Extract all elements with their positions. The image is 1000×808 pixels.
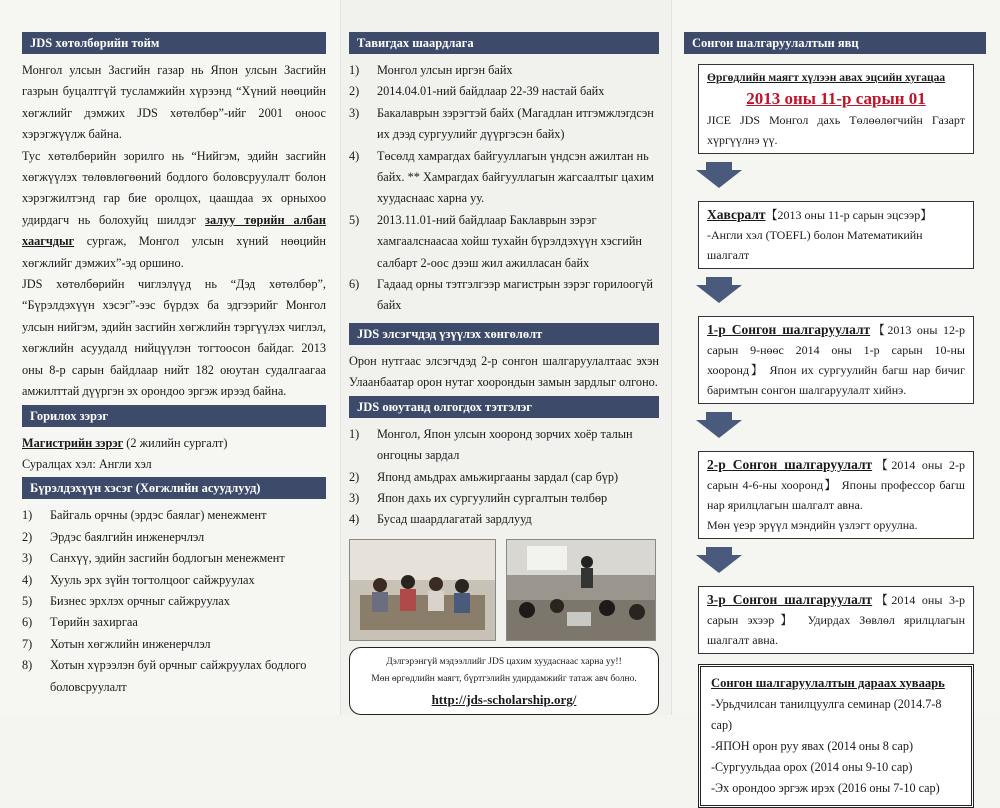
grant-item-text: Бусад шаардлагатай зардлууд — [377, 512, 532, 527]
step-attachments-title: Хавсралт — [707, 207, 766, 222]
requirement-item-number: 2) — [349, 84, 360, 99]
grant-item-number: 3) — [349, 490, 360, 505]
component-item-text: Төрийн захиргаа — [50, 615, 138, 630]
requirement-item-number: 4) — [349, 148, 360, 163]
step-deadline — [698, 64, 974, 154]
schedule-title: Сонгон шалгаруулалтын дараах хуваарь — [711, 676, 945, 690]
requirement-item-text: Бакалаврын зэрэгтэй байх (Магадлан итгэмжлэгдсэн их дээд сургуулийг дүүргэсэн байх) — [377, 105, 654, 142]
requirement-item-number: 6) — [349, 277, 360, 292]
section-header-cost: JDS элсэгчдэд үзүүлэх хөнгөлөлт — [349, 323, 659, 345]
website-link[interactable]: http://jds-scholarship.org/ — [431, 691, 577, 707]
component-item-text: Бизнес эрхлэх орчныг сайжруулах — [50, 593, 230, 608]
requirement-item-number: 1) — [349, 63, 360, 77]
section-header-flow: Сонгон шалгаруулалтын явц — [684, 32, 986, 54]
deadline-date: 2013 оны 11-р сарын 01 — [746, 89, 926, 108]
section-header-requirements: Тавигдах шаардлага — [349, 32, 659, 54]
down-arrow-icon — [696, 547, 742, 573]
down-arrow-icon — [696, 277, 742, 303]
component-item-text: Хотын хөгжлийн инженерчлэл — [50, 636, 211, 651]
classroom-photo-1 — [349, 539, 496, 641]
step-first-title: 1-р Сонгон шалгаруулалт — [707, 322, 871, 337]
step-second-text-b: Мөн үеэр эрүүл мэндийн үзлэгт оруулна. — [707, 518, 918, 532]
requirement-item-text: Гадаад орны тэтгэлгээр магистрын зэрэг горилоогүй байх — [377, 277, 654, 313]
component-item-number: 2) — [22, 529, 33, 544]
down-arrow-icon — [696, 162, 742, 188]
section-header-components: Бүрэлдэхүүн хэсэг (Хөгжлийн асуудлууд) — [22, 477, 326, 499]
component-item — [22, 655, 326, 698]
more-info-box — [349, 647, 659, 715]
step-second-text: 【2014 оны 2-р сарын 4-6-ны хооронд】 Японы профессор багш нар ярилцлагын шалгалт авна. — [707, 458, 966, 512]
down-arrow-icon — [696, 412, 742, 438]
component-item — [22, 634, 326, 655]
component-item — [22, 591, 326, 612]
component-item-text: Байгаль орчны (эрдэс баялаг) менежмент — [50, 508, 267, 523]
component-item — [22, 612, 326, 633]
step-third-title: 3-р Сонгон шалгаруулалт — [707, 592, 873, 607]
section-header-overview: JDS хөтөлбөрийн тойм — [22, 32, 326, 54]
component-item — [22, 527, 326, 548]
overview-p2-emphasis: залуу төрийн албан хаагчдыг — [22, 212, 326, 249]
grant-item-number: 2) — [349, 469, 360, 484]
requirements-list — [349, 60, 659, 317]
requirement-item — [349, 60, 659, 81]
step-second-selection — [698, 451, 974, 539]
middle-panel — [340, 0, 672, 715]
component-item-text: Хотын хүрээлэн буй орчныг сайжруулах бодлого боловсруулалт — [50, 658, 307, 694]
component-item — [22, 505, 326, 526]
grants-list — [349, 424, 659, 531]
left-panel — [0, 0, 340, 715]
step-second-title: 2-р Сонгон шалгаруулалт — [707, 457, 873, 472]
component-item — [22, 570, 326, 591]
component-item-number: 8) — [22, 658, 33, 673]
overview-p2-text-b: сургаж, Монгол улсын хүний нөөцийн хөгжлийг дэмжих”-эд оршино. — [22, 234, 326, 270]
grant-item — [349, 488, 659, 509]
component-item-text: Эрдэс баялгийн инженерчлэл — [50, 529, 205, 544]
cost-paragraph: Орон нутгаас элсэгчдэд 2-р сонгон шалгаруулалтаас эхэн Улаанбаатар орон нутаг хоорондын замын зардлыг олгоно. — [349, 353, 659, 390]
requirement-item-text: 2013.11.01-ний байдлаар Баклаврын зэрэг хамгаалснаасаа хойш тухайн бүрэлдэхүүн хэсгийн салбарт 2-оос дээш жил ажилласан байх — [377, 212, 642, 270]
section-header-grants: JDS оюутанд олгогдох тэтгэлэг — [349, 396, 659, 418]
step-attachments-date: 【2013 оны 11-р сарын эцсээр】 — [765, 208, 933, 222]
grant-item-number: 1) — [349, 426, 360, 441]
info-line-1: Дэлгэрэнгүй мэдээллийг JDS цахим хуудаснаас харна уу!! — [386, 656, 622, 667]
requirement-item — [349, 210, 659, 274]
overview-p2-text-a: Тус хөтөлбөрийн зорилго нь “Нийгэм, эдийн засгийн хөгжүүлэх төлөвлөгөөний бодлого боловсруулалт болон хэрэгжилтэнд гар бие оролцох, цаашдаа эх орныхоо удирдагч нь болохуйц шилдэг — [22, 148, 326, 227]
component-item-text: Санхүү, эдийн засгийн бодлогын менежмент — [50, 551, 285, 566]
component-item-number: 4) — [22, 572, 33, 587]
requirement-item-text: 2014.04.01-ний байдлаар 22-39 настай байх — [377, 84, 605, 99]
overview-paragraph-3: JDS хөтөлбөрийн чиглэлүүд нь “Дэд хөтөлбөр”, “Бүрэлдэхүүн хэсэг”-ээс бүрдэх ба эдгээрийг Монгол улсын нийгэм, эдийн засгийн хөгжлийн тэргүүлэх чиглэл, хөгжлийн асуудалд нийцүүлэн тогтоосон байдаг. 2013 оны 8-р сарын байдлаар нийт 182 оюутан судалгаагаа амжилттай дүүргэн эх орондоо эргэж ирээд байна. — [22, 277, 326, 399]
requirement-item-number: 5) — [349, 212, 360, 227]
degree-emphasis: Магистрийн зэрэг — [22, 435, 124, 450]
degree-line — [22, 433, 326, 454]
overview-paragraph-2 — [22, 146, 326, 274]
overview-paragraph-1: Монгол улсын Засгийн газар нь Япон улсын Засгийн газрын буцалтгүй тусламжийн хүрээнд “Хүний нөөцийн хөгжлийг дэмжих JDS хөтөлбөр”-ийг 2001 оноос хэрэгжүүлж байна. — [22, 63, 326, 142]
component-item-number: 1) — [22, 508, 33, 523]
language-line: Суралцах хэл: Англи хэл — [22, 456, 152, 471]
component-item-number: 3) — [22, 551, 33, 566]
component-item-number: 6) — [22, 615, 33, 630]
components-list — [22, 505, 326, 698]
requirement-item — [349, 146, 659, 210]
grant-item-number: 4) — [349, 512, 360, 527]
step-first-text: 【2013 оны 12-р сарын 9-нөөс 2014 оны 1-р сарын 10-ны хооронд】 Япон их сургуулийн багш нар бичиг баримтын сонгон шалгаруулалт хийнэ. — [707, 323, 966, 397]
grant-item-text: Монгол, Япон улсын хооронд зорчих хоёр талын онгоцны зардал — [377, 426, 633, 463]
requirement-item — [349, 274, 659, 317]
degree-rest: (2 жилийн сургалт) — [123, 435, 228, 450]
schedule-box — [698, 664, 974, 808]
deadline-text: JICE JDS Монгол дахь Төлөөлөгчийн Газарт хүргүүлнэ үү. — [707, 113, 965, 147]
section-header-degree: Горилох зэрэг — [22, 405, 326, 427]
step-attachments-text: -Англи хэл (TOEFL) болон Математикийн шалгалт — [707, 228, 923, 262]
step-first-selection — [698, 316, 974, 404]
requirement-item — [349, 103, 659, 146]
requirement-item — [349, 81, 659, 102]
requirement-item-text: Монгол улсын иргэн байх — [377, 63, 513, 77]
info-line-2: Мөн өргөдлийн маягт, бүртгэлийн удирдамжийг татаж авч болно. — [371, 673, 637, 684]
classroom-photo-2 — [506, 539, 656, 641]
requirement-item-text: Төсөлд хамрагдах байгууллагын үндсэн ажилтан нь байх. ** Хамрагдах байгууллагын жагсаалтыг цахим хуудаснаас харна уу. — [377, 148, 654, 206]
grant-item-text: Японд амьдрах амьжиргааны зардал (сар бүр) — [377, 469, 619, 484]
component-item-number: 7) — [22, 636, 33, 651]
step-attachments — [698, 201, 974, 269]
deadline-title: Өргөдлийн маягт хүлээн авах эцсийн хугацаа — [707, 72, 946, 84]
grant-item — [349, 424, 659, 467]
requirement-item-number: 3) — [349, 105, 360, 120]
schedule-item: -Урьдчилсан танилцуулга семинар (2014.7-8 сар) — [711, 697, 942, 732]
step-third-text: 【2014 оны 3-р сарын эхээр】 Удирдах Зөвлөл ярилцлагын шалгалт авна. — [707, 593, 966, 647]
component-item — [22, 548, 326, 569]
component-item-text: Хууль эрх зүйн тогтолцоог сайжруулах — [50, 572, 255, 587]
component-item-number: 5) — [22, 593, 33, 608]
grant-item-text: Япон дахь их сургуулийн сургалтын төлбөр — [377, 490, 608, 505]
grant-item — [349, 509, 659, 530]
schedule-item: -Эх орондоо эргэж ирэх (2016 оны 7-10 сар) — [711, 781, 940, 795]
schedule-item: -Сургуульдаа орох (2014 оны 9-10 сар) — [711, 760, 913, 774]
grant-item — [349, 467, 659, 488]
schedule-list — [711, 694, 961, 799]
right-panel — [672, 0, 1000, 795]
schedule-item: -ЯПОН орон руу явах (2014 оны 8 сар) — [711, 739, 913, 753]
step-third-selection — [698, 586, 974, 654]
photo-row — [349, 539, 659, 641]
